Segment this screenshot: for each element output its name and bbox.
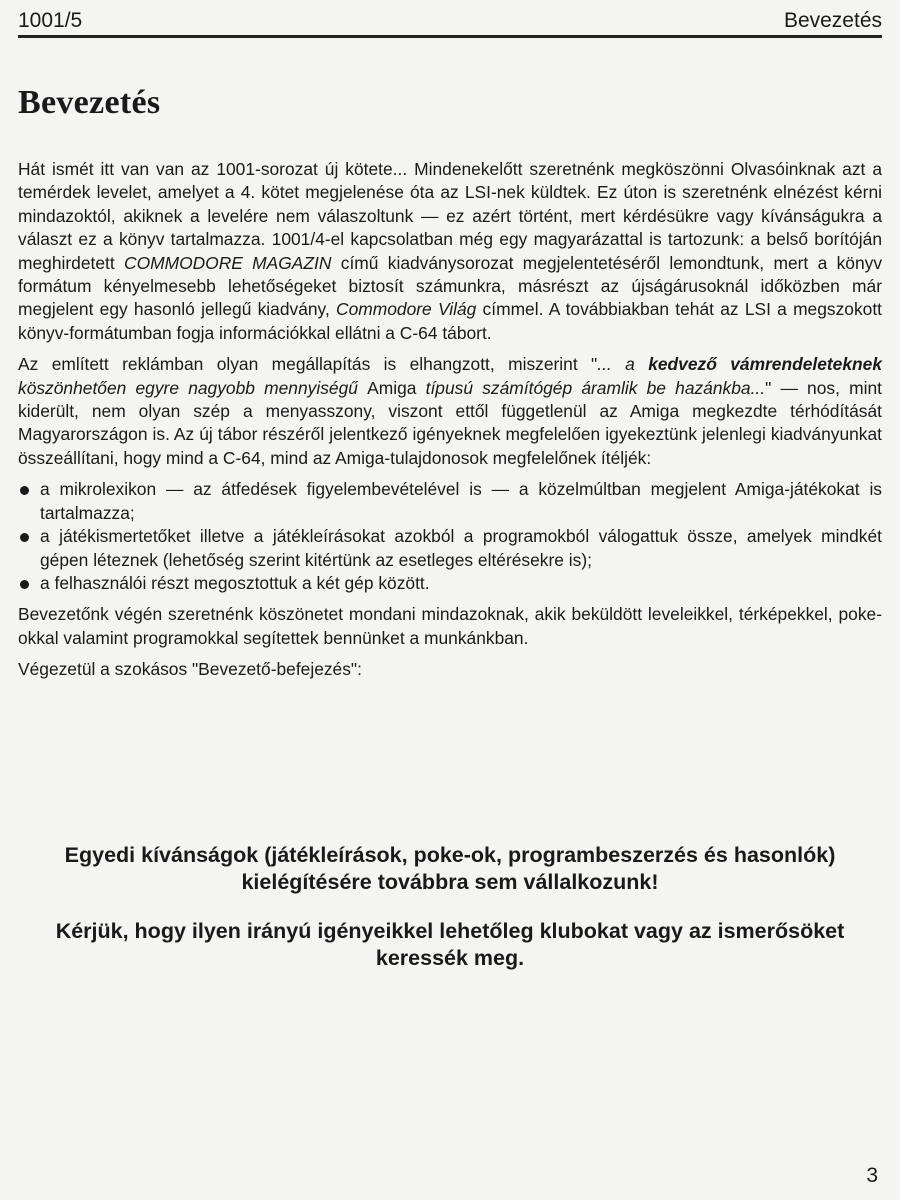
quote-run: típusú számítógép áramlik be hazánkba... bbox=[416, 377, 766, 398]
quote-emphasis: kedvező vámrendeleteknek bbox=[648, 354, 882, 375]
list-item: a játékismertetőket illetve a játékleírásokat azokból a programokból válogattuk össze, amelyek mindkét gépen léteznek (lehetőség szerint kitértünk az esetleges eltérésekre is); bbox=[18, 525, 882, 572]
amiga-paragraph bbox=[18, 353, 882, 470]
thanks-paragraph: Bevezetőnk végén szeretnénk köszönetet mondani mindazoknak, akik beküldött leveleikkel, térképekkel, poke-okkal valamint programokkal segítettek bennünket a munkánkban. bbox=[18, 604, 882, 648]
text-run: című kiadványsorozat megjelentetéséről lemondtunk, mert a könyv formátum kényelmesebb lehetőségeket biztosít számunkra, másrészt az újságárusoknál időközben már megjelent egy hasonló jellegű kiadvány, bbox=[18, 252, 883, 320]
quote-run: köszönhetően egyre nagyobb mennyiségű bbox=[18, 377, 368, 398]
page-number: 3 bbox=[866, 1164, 878, 1187]
closing-paragraph: Végezetül a szokásos "Bevezető-befejezés": bbox=[18, 659, 362, 680]
list-item: a felhasználói részt megosztottuk a két gép között. bbox=[18, 572, 882, 595]
page-title: Bevezetés bbox=[18, 84, 161, 121]
text-run: Hát ismét itt van van az 1001-sorozat új kötete... Mindenekelőtt szeretnénk megköszönni Olvasóinknak azt a temérdek levelet, amelyet a 4. kötet megjelenése óta az LSI-nek küldtek. Ez úton is szeretnénk elnézést kérni mindazoktól, akiknek a levelére nem válaszoltunk — ez azért történt, mert kérdésükre vagy kívánságukra a választ ez a könyv tartalmazza. 1001/4-el kapcsolatban még egy magyarázattal is tartozunk: a belső borítóján meghirdetett bbox=[18, 159, 882, 273]
notice-requests: Egyedi kívánságok (játékleírások, poke-ok, programbeszerzés és hasonlók) kielégítésére továbbra sem vállalkozunk! bbox=[64, 843, 836, 894]
list-item: a mikrolexikon — az átfedések figyelembevételével is — a közelmúltban megjelent Amiga-játékokat is tartalmazza; bbox=[18, 478, 882, 525]
text-run: Az említett reklámban olyan megállapítás is elhangzott, miszerint " bbox=[18, 354, 598, 375]
notice-clubs: Kérjük, hogy ilyen irányú igényeikkel lehetőleg klubokat vagy az ismerősöket keressék meg. bbox=[55, 919, 845, 970]
text-run: Amiga bbox=[367, 377, 417, 398]
quote-run: ... a bbox=[597, 354, 649, 375]
running-header bbox=[18, 8, 882, 38]
header-section: Bevezetés bbox=[783, 9, 882, 32]
text-run: címmel. A továbbiakban tehát az LSI a megszokott könyv-formátumban fogja információkkal ellátni a C-64 tábort. bbox=[18, 299, 882, 343]
feature-list bbox=[18, 478, 882, 595]
body-text bbox=[18, 158, 882, 690]
intro-paragraph bbox=[18, 158, 882, 345]
header-series: 1001/5 bbox=[18, 9, 83, 32]
magazine-name: COMMODORE MAGAZIN bbox=[124, 252, 332, 273]
text-run: " — nos, mint kiderült, nem olyan szép a menyasszony, viszont ettől függetlenül az Amiga megkezdte térhódítását Magyarországon is. Az új tábor részéről jelentkező igényeknek megfelelően igyekeztünk jelenlegi kiadványunkat összeállítani, hogy mind a C-64, mind az Amiga-tulajdonosok megfelelőnek ítéljék: bbox=[18, 377, 882, 468]
publication-name: Commodore Világ bbox=[336, 299, 477, 320]
